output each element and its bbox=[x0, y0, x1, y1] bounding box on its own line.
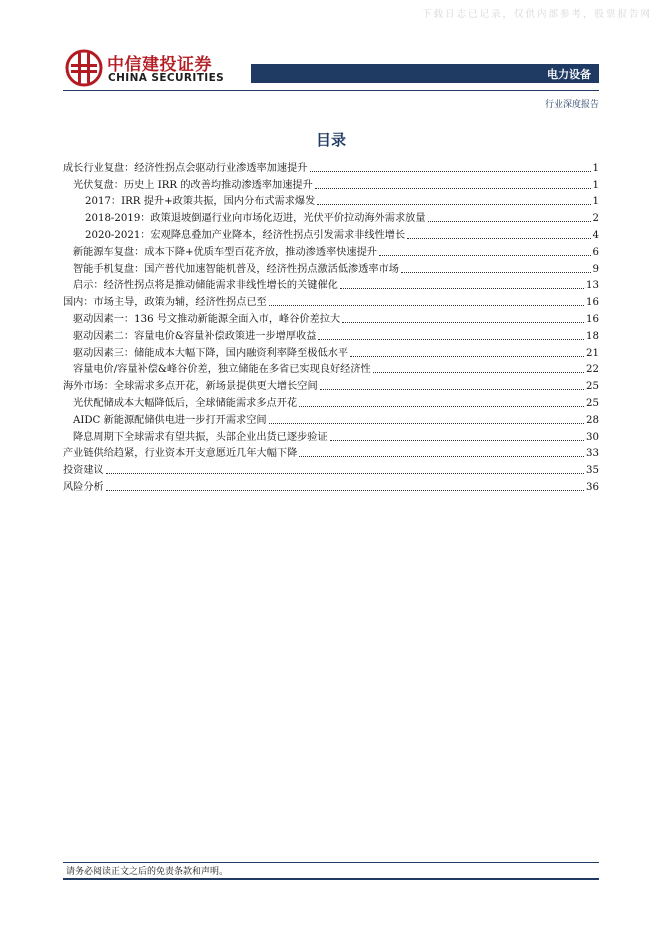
toc-entry-text: 风险分析 bbox=[63, 481, 104, 493]
toc-dot-leader bbox=[318, 339, 584, 340]
industry-banner bbox=[251, 64, 599, 83]
toc-entry[interactable] bbox=[63, 242, 599, 259]
toc-entry-page: 25 bbox=[586, 397, 599, 409]
toc-entry[interactable] bbox=[63, 276, 599, 293]
toc-dot-leader bbox=[320, 389, 584, 390]
toc-entry-page: 16 bbox=[586, 313, 599, 325]
toc-entry[interactable] bbox=[63, 360, 599, 377]
toc-entry-page: 35 bbox=[586, 465, 599, 477]
toc-title: 目录 bbox=[315, 131, 346, 149]
toc-entry-page: 4 bbox=[592, 229, 599, 241]
toc-dot-leader bbox=[106, 473, 584, 474]
toc-entry-text: 2018-2019：政策退坡倒逼行业向市场化迈进，光伏平价拉动海外需求放量 bbox=[85, 213, 426, 225]
company-logo bbox=[65, 49, 245, 89]
toc-dot-leader bbox=[401, 272, 591, 273]
toc-entry-page: 25 bbox=[586, 381, 599, 393]
toc-dot-leader bbox=[299, 406, 584, 407]
toc-entry-page: 9 bbox=[592, 263, 599, 275]
toc-entry[interactable] bbox=[63, 410, 599, 427]
toc-entry-text: AIDC 新能源配储供电进一步打开需求空间 bbox=[73, 414, 267, 426]
toc-entry-text: 驱动因素二：容量电价&容量补偿政策进一步增厚收益 bbox=[73, 330, 317, 342]
table-of-contents bbox=[63, 158, 599, 494]
toc-entry[interactable] bbox=[63, 292, 599, 309]
toc-entry[interactable] bbox=[63, 444, 599, 461]
toc-dot-leader bbox=[106, 490, 584, 491]
logo-chinese-name: 中信建投证券 bbox=[107, 55, 212, 75]
toc-entry[interactable] bbox=[63, 477, 599, 494]
toc-entry[interactable] bbox=[63, 208, 599, 225]
toc-dot-leader bbox=[428, 221, 591, 222]
toc-entry-text: 容量电价/容量补偿&峰谷价差，独立储能在多省已实现良好经济性 bbox=[73, 364, 371, 376]
report-type-label: 行业深度报告 bbox=[544, 100, 599, 110]
toc-entry-page: 18 bbox=[586, 330, 599, 342]
toc-entry[interactable] bbox=[63, 460, 599, 477]
toc-entry-page: 1 bbox=[592, 179, 599, 191]
footer-divider-bottom bbox=[63, 878, 599, 880]
toc-entry[interactable] bbox=[63, 225, 599, 242]
toc-entry-text: 投资建议 bbox=[63, 465, 104, 477]
footer-divider-top bbox=[63, 862, 599, 863]
toc-dot-leader bbox=[342, 322, 584, 323]
industry-label: 电力设备 bbox=[547, 68, 591, 81]
toc-dot-leader bbox=[269, 305, 584, 306]
toc-entry-text: 光伏配储成本大幅降低后，全球储能需求多点开花 bbox=[73, 397, 298, 409]
toc-dot-leader bbox=[379, 255, 591, 256]
toc-entry[interactable] bbox=[63, 309, 599, 326]
toc-entry[interactable] bbox=[63, 393, 599, 410]
toc-dot-leader bbox=[269, 423, 584, 424]
toc-entry[interactable] bbox=[63, 192, 599, 209]
toc-dot-leader bbox=[315, 188, 591, 189]
toc-entry-text: 2020-2021：宏观降息叠加产业降本，经济性拐点引发需求非线性增长 bbox=[85, 229, 406, 241]
toc-dot-leader bbox=[340, 288, 584, 289]
toc-entry-page: 30 bbox=[586, 431, 599, 443]
toc-entry-text: 国内：市场主导，政策为辅，经济性拐点已至 bbox=[63, 297, 267, 309]
toc-entry-text: 海外市场：全球需求多点开花，新场景提供更大增长空间 bbox=[63, 381, 318, 393]
toc-entry[interactable] bbox=[63, 158, 599, 175]
toc-entry-page: 22 bbox=[586, 364, 599, 376]
footer-disclaimer: 请务必阅读正文之后的免责条款和声明。 bbox=[66, 867, 229, 877]
toc-entry-text: 启示：经济性拐点将是推动储能需求非线性增长的关键催化 bbox=[73, 280, 338, 292]
toc-entry-page: 1 bbox=[592, 196, 599, 208]
toc-entry[interactable] bbox=[63, 175, 599, 192]
toc-entry-page: 33 bbox=[586, 448, 599, 460]
toc-entry-page: 2 bbox=[592, 213, 599, 225]
toc-entry[interactable] bbox=[63, 376, 599, 393]
toc-entry-page: 16 bbox=[586, 297, 599, 309]
toc-entry[interactable] bbox=[63, 427, 599, 444]
toc-dot-leader bbox=[310, 171, 591, 172]
toc-entry-text: 降息周期下全球需求有望共振，头部企业出货已逐步验证 bbox=[73, 431, 328, 443]
toc-dot-leader bbox=[373, 372, 584, 373]
toc-entry-page: 6 bbox=[592, 246, 599, 258]
toc-entry-page: 21 bbox=[586, 347, 599, 359]
watermark-text: 下载日志已记录，仅供内部参考，股票报告网 bbox=[421, 9, 652, 20]
toc-dot-leader bbox=[317, 204, 590, 205]
toc-entry[interactable] bbox=[63, 259, 599, 276]
toc-dot-leader bbox=[330, 440, 584, 441]
toc-entry-text: 驱动因素三：储能成本大幅下降，国内融资利率降至极低水平 bbox=[73, 347, 349, 359]
toc-entry-page: 1 bbox=[592, 162, 599, 174]
toc-entry-text: 智能手机复盘：国产普代加速智能机普及，经济性拐点激活低渗透率市场 bbox=[73, 263, 399, 275]
toc-entry-text: 光伏复盘：历史上 IRR 的改善均推动渗透率加速提升 bbox=[73, 179, 313, 191]
toc-entry-text: 2017：IRR 提升+政策共振，国内分布式需求爆发 bbox=[85, 196, 316, 208]
toc-entry-text: 成长行业复盘：经济性拐点会驱动行业渗透率加速提升 bbox=[63, 162, 308, 174]
toc-entry-page: 28 bbox=[586, 414, 599, 426]
toc-entry-text: 产业链供给趋紧，行业资本开支意愿近几年大幅下降 bbox=[63, 448, 298, 460]
toc-dot-leader bbox=[350, 356, 584, 357]
china-securities-logo-icon bbox=[65, 49, 105, 87]
toc-entry[interactable] bbox=[63, 326, 599, 343]
toc-dot-leader bbox=[407, 238, 590, 239]
header-divider bbox=[63, 90, 599, 91]
toc-dot-leader bbox=[299, 456, 584, 457]
toc-entry-text: 驱动因素一：136 号文推动新能源全面入市，峰谷价差拉大 bbox=[73, 313, 341, 325]
toc-entry-page: 36 bbox=[586, 481, 599, 493]
logo-english-name: CHINA SECURITIES bbox=[108, 72, 225, 84]
toc-entry-page: 13 bbox=[586, 280, 599, 292]
toc-entry[interactable] bbox=[63, 343, 599, 360]
toc-entry-text: 新能源车复盘：成本下降+优质车型百花齐放，推动渗透率快速提升 bbox=[73, 246, 377, 258]
